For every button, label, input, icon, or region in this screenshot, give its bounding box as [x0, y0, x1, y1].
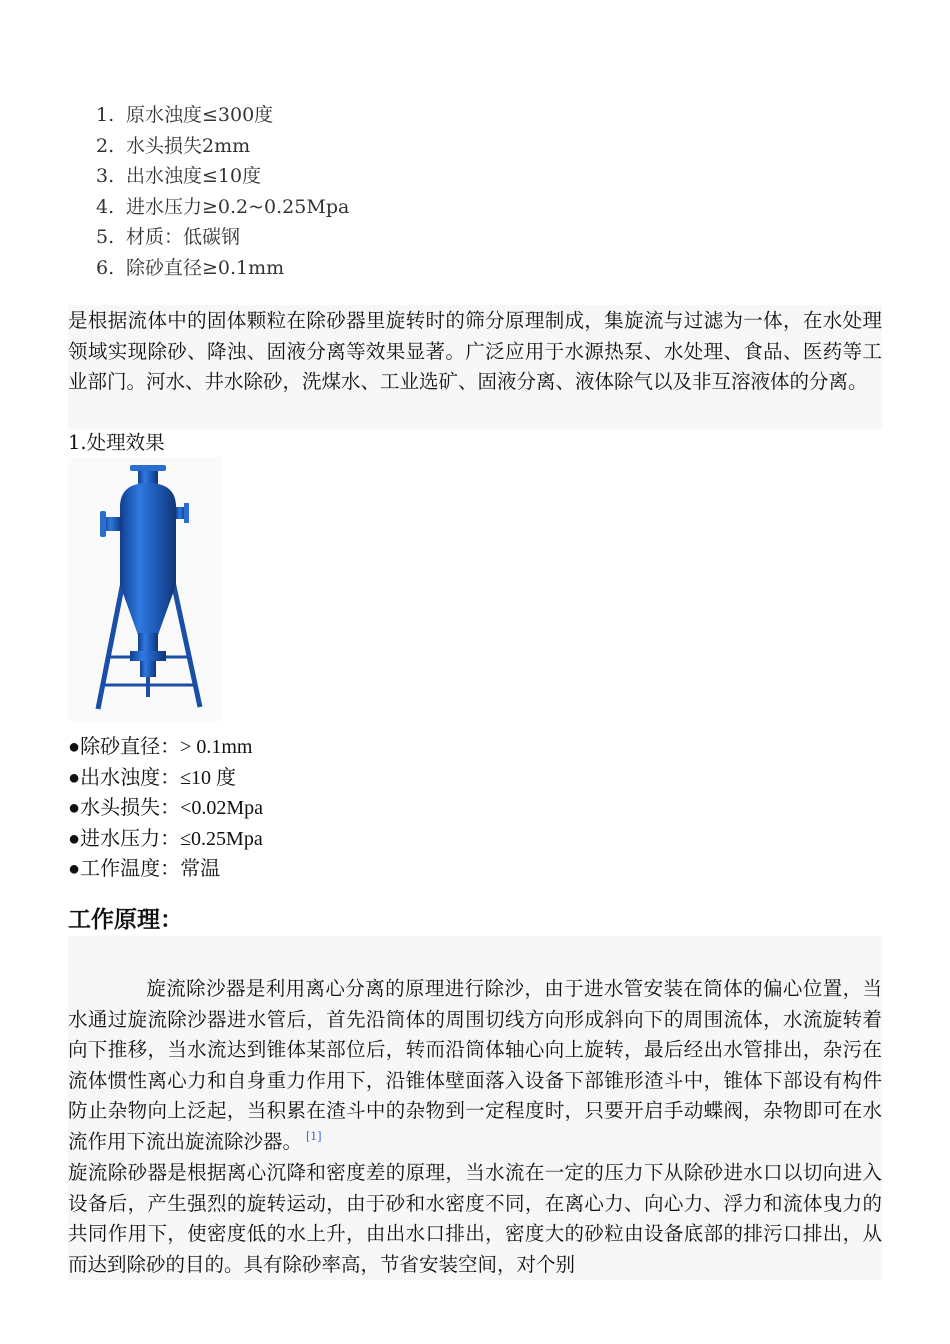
list-item: 2. 水头损失2mm	[96, 134, 251, 157]
principle-paragraph-2: 旋流除砂器是根据离心沉降和密度差的原理，当水流在一定的压力下从除砂进水口以切向进入设备后，产生强烈的旋转运动，由于砂和水密度不同，在离心力、向心力、浮力和流体曳力的共同作用下，使密度低的水上升，由出水口排出，密度大的砂粒由设备底部的排污口排出，从而达到除砂的目的。具有除砂率高，节省安装空间，对个别	[68, 1161, 882, 1276]
list-item: 4. 进水压力≥0.2~0.25Mpa	[96, 195, 350, 218]
list-item: 6. 除砂直径≥0.1mm	[96, 256, 285, 279]
reference-link[interactable]: [1]	[306, 1130, 322, 1143]
list-item: 5. 材质：低碳钢	[96, 226, 241, 248]
principle-paragraph-1	[68, 974, 882, 1157]
effect-heading: 1.处理效果	[68, 431, 165, 454]
list-item: ●水头损失：<0.02Mpa	[68, 797, 264, 819]
list-item: ●进水压力：≤0.25Mpa	[68, 827, 263, 850]
feature-list	[68, 732, 263, 885]
section-title: 工作原理：	[68, 906, 183, 932]
list-item: 1. 原水浊度≤300度	[96, 104, 274, 126]
list-item: ●出水浊度：≤10 度	[68, 766, 237, 789]
list-item: 3. 出水浊度≤10度	[96, 165, 262, 187]
spec-list	[96, 100, 349, 283]
sand-separator-illustration	[68, 457, 222, 721]
list-item: ●除砂直径：> 0.1mm	[68, 736, 253, 758]
list-item: ●工作温度：常温	[68, 858, 221, 880]
product-image	[68, 457, 222, 721]
principle-text-1: 旋流除沙器是利用离心分离的原理进行除沙，由于进水管安装在筒体的偏心位置，当水通过旋流除沙器进水管后，首先沿筒体的周围切线方向形成斜向下的周围流体，水流旋转着向下推移，当水流达到锥体某部位后，转而沿筒体轴心向上旋转，最后经出水管排出，杂污在流体惯性离心力和自身重力作用下，沿锥体壁面落入设备下部锥形渣斗中，锥体下部设有构件防止杂物向上泛起，当积累在渣斗中的杂物到一定程度时，只要开启手动蝶阀，杂物即可在水流作用下流出旋流除沙器。	[68, 977, 882, 1153]
intro-paragraph: 是根据流体中的固体颗粒在除砂器里旋转时的筛分原理制成，集旋流与过滤为一体，在水处理领域实现除砂、降浊、固液分离等效果显著。广泛应用于水源热泵、水处理、食品、医药等工业部门。河水、井水除砂，洗煤水、工业选矿、固液分离、液体除气以及非互溶液体的分离。	[68, 309, 882, 393]
